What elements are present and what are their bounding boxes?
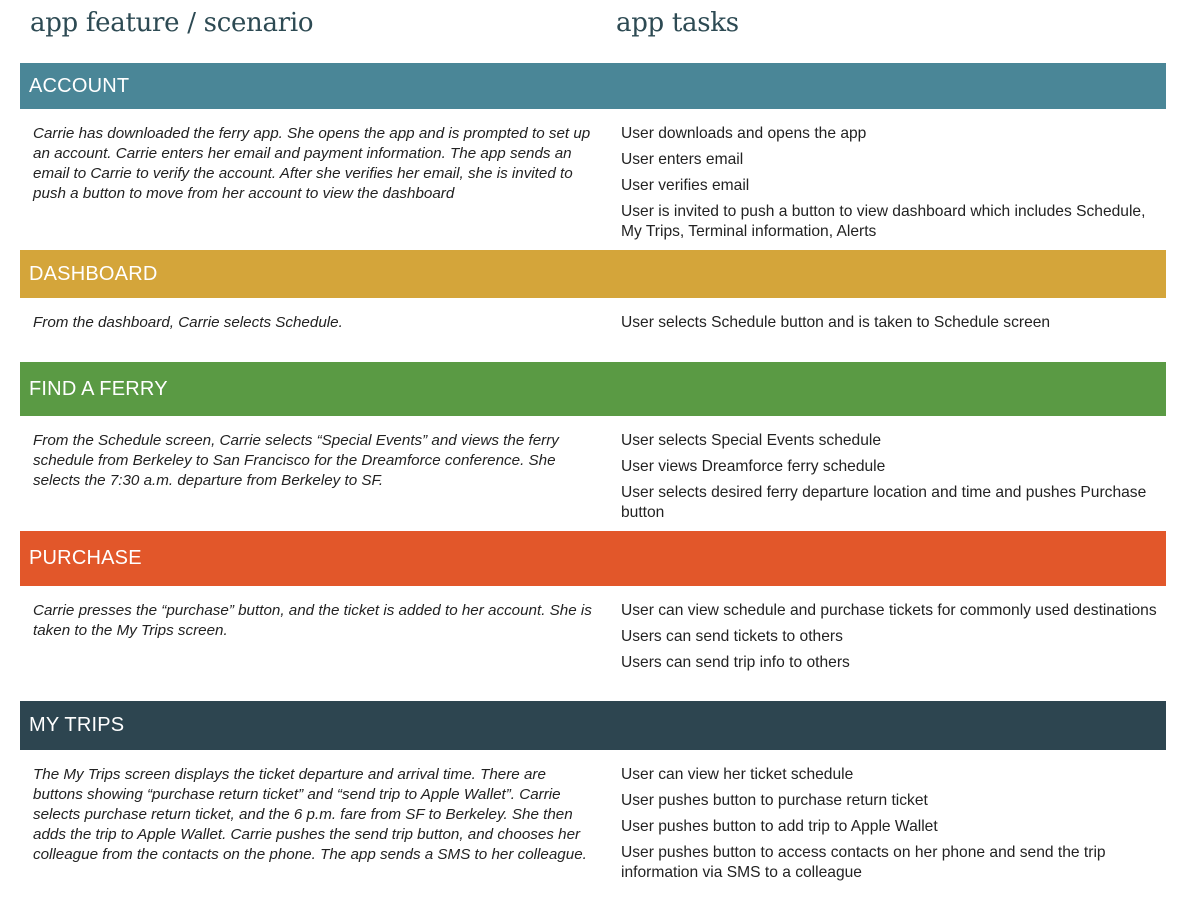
tasks-column-header: app tasks	[616, 8, 739, 38]
section-band-find-a-ferry	[20, 362, 1166, 416]
task-item: User can view schedule and purchase tickets for commonly used destinations	[621, 602, 1157, 619]
task-item: User can view her ticket schedule	[621, 766, 854, 783]
task-item: Users can send tickets to others	[621, 628, 843, 645]
task-item: Users can send trip info to others	[621, 654, 850, 671]
task-item: User selects Schedule button and is taken to Schedule screen	[621, 314, 1051, 331]
section-band-dashboard	[20, 250, 1166, 298]
task-item: User selects desired ferry departure location and time and pushes Purchase button	[621, 484, 1147, 521]
section-title: FIND A FERRY	[29, 377, 168, 400]
task-list	[621, 431, 1161, 529]
section-band-purchase	[20, 531, 1166, 586]
task-list	[621, 765, 1161, 889]
section-band-account	[20, 63, 1166, 109]
scenario-text: The My Trips screen displays the ticket departure and arrival time. There are buttons showing “purchase return ticket” and “send trip to Apple Wallet”. Carrie selects purchase return ticket, and the 6 p.m. fare from SF to Berkeley. She then adds the trip to Apple Wallet. Carrie pushes the send trip button, and chooses her colleague from the contacts on the phone. The app sends a SMS to her colleague.	[33, 766, 587, 863]
scenario-text: Carrie has downloaded the ferry app. She opens the app and is prompted to set up an account. Carrie enters her email and payment information. The app sends an email to Carrie to verify the account. After she verifies her email, she is invited to push a button to move from her account to view the dashboard	[33, 125, 591, 202]
scenario-text: From the Schedule screen, Carrie selects “Special Events” and views the ferry schedule from Berkeley to San Francisco for the Dreamforce conference. She selects the 7:30 a.m. departure from Berkeley to SF.	[33, 432, 559, 489]
section-title: DASHBOARD	[29, 262, 158, 285]
task-item: User enters email	[621, 151, 744, 168]
section-band-my-trips	[20, 701, 1166, 750]
task-list	[621, 313, 1161, 339]
section-title: MY TRIPS	[29, 714, 125, 736]
task-list	[621, 124, 1161, 248]
scenario-column-header: app feature / scenario	[30, 8, 314, 38]
task-item: User pushes button to access contacts on her phone and send the trip information via SMS to a colleague	[621, 844, 1106, 881]
task-item: User verifies email	[621, 177, 750, 194]
task-item: User selects Special Events schedule	[621, 432, 882, 449]
task-item: User pushes button to purchase return ticket	[621, 792, 928, 809]
section-title: ACCOUNT	[29, 74, 130, 97]
task-item: User downloads and opens the app	[621, 125, 867, 142]
task-item: User views Dreamforce ferry schedule	[621, 458, 886, 475]
scenario-text: From the dashboard, Carrie selects Schedule.	[33, 314, 343, 331]
task-item: User pushes button to add trip to Apple Wallet	[621, 818, 938, 835]
task-item: User is invited to push a button to view dashboard which includes Schedule, My Trips, Terminal information, Alerts	[621, 203, 1146, 240]
task-list	[621, 601, 1161, 679]
scenario-text: Carrie presses the “purchase” button, and the ticket is added to her account. She is taken to the My Trips screen.	[33, 602, 592, 639]
section-title: PURCHASE	[29, 547, 142, 569]
